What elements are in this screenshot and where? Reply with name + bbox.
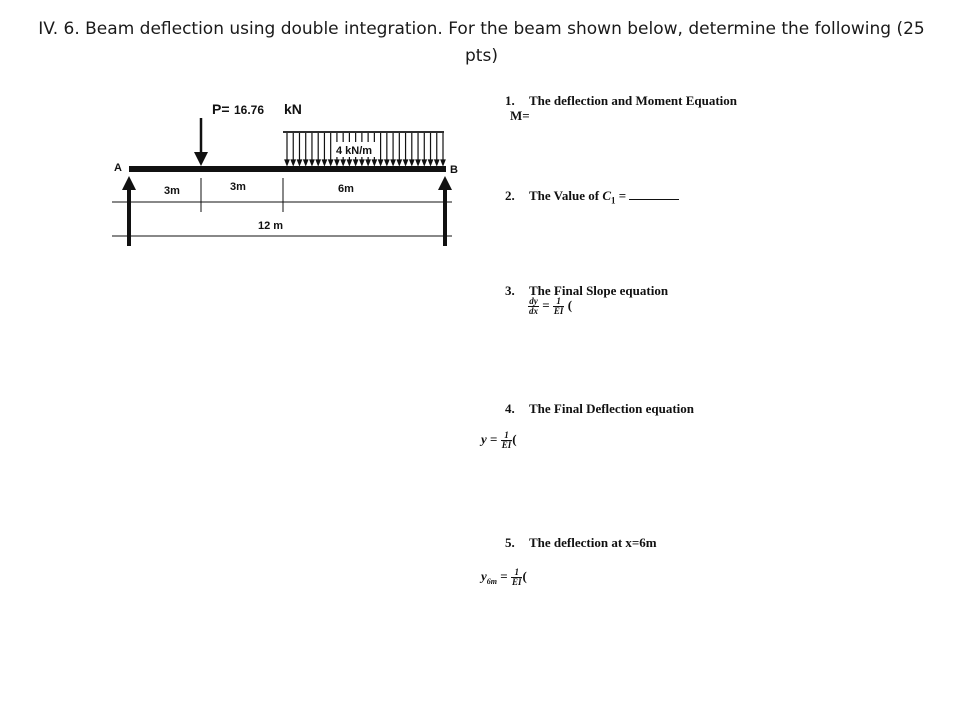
dy-numerator: dy <box>529 296 538 306</box>
dimension-label-2: 3m <box>230 181 246 193</box>
slope-one-over-ei <box>553 297 565 316</box>
y6m-subscript: 6m <box>486 577 498 587</box>
question-2-number: 2. <box>505 188 515 203</box>
question-2-equals: = <box>618 188 627 203</box>
distributed-load-arrowhead <box>285 160 289 165</box>
question-3-number: 3. <box>505 283 515 298</box>
question-1 <box>505 93 737 109</box>
distributed-load-arrowhead <box>310 160 314 165</box>
problem-title-line2: pts) <box>465 46 498 66</box>
point-load-value: 16.76 <box>234 103 265 117</box>
moment-equation-prefix: M= <box>510 108 530 123</box>
problem-title-line1: IV. 6. Beam deflection using double integration. For the beam shown below, determine the following (25 <box>38 19 925 39</box>
y6m-one-over-ei <box>511 568 523 587</box>
y6m-one: 1 <box>511 568 523 578</box>
deflection-equation <box>481 431 517 450</box>
question-4-text: The Final Deflection equation <box>529 401 695 416</box>
point-load-unit: kN <box>284 101 302 117</box>
y6m-symbol: y <box>481 568 487 584</box>
question-2 <box>505 188 679 206</box>
slope-one: 1 <box>553 297 565 307</box>
distributed-load-arrowhead <box>297 160 301 165</box>
y6m-equals: = <box>500 568 508 584</box>
slope-open-paren: ( <box>567 297 573 313</box>
distributed-load-arrowhead <box>341 160 345 165</box>
distributed-load-arrowhead <box>391 160 395 165</box>
distributed-load-arrowhead <box>335 160 339 165</box>
question-4-number: 4. <box>505 401 515 416</box>
distributed-load-arrowhead <box>372 160 376 165</box>
distributed-load-arrowhead <box>385 160 389 165</box>
y6m-ei: EI <box>511 577 522 587</box>
distributed-load-arrowhead <box>322 160 326 165</box>
distributed-load-arrowhead <box>360 160 364 165</box>
point-load-prefix: P= <box>212 101 230 117</box>
deflection-y: y <box>481 431 487 447</box>
question-5 <box>505 535 657 551</box>
c1-answer-blank[interactable] <box>629 199 679 200</box>
dimension-label-3: 6m <box>338 183 354 195</box>
dx-denominator: dx <box>529 306 538 316</box>
distributed-load-arrowhead <box>441 160 445 165</box>
deflection-ei: EI <box>501 440 512 450</box>
dimension-label-total: 12 m <box>258 220 284 232</box>
support-label-b: B <box>450 164 458 176</box>
question-5-number: 5. <box>505 535 515 550</box>
distributed-load-arrowhead <box>291 160 295 165</box>
dimension-label-1: 3m <box>164 185 180 197</box>
distributed-load-arrowhead <box>366 160 370 165</box>
question-2-variable: C <box>602 188 611 203</box>
point-load-arrow <box>194 118 208 166</box>
slope-equals: = <box>542 297 550 313</box>
distributed-load-arrowhead <box>404 160 408 165</box>
deflection-at-6m-equation <box>481 568 527 587</box>
distributed-load-arrowhead <box>397 160 401 165</box>
distributed-load-arrowhead <box>410 160 414 165</box>
distributed-load-arrowhead <box>316 160 320 165</box>
question-5-text: The deflection at x=6m <box>529 535 657 550</box>
distributed-load-arrowhead <box>304 160 308 165</box>
distributed-load-arrowhead <box>347 160 351 165</box>
question-2-subscript: 1 <box>611 195 616 206</box>
distributed-load-arrowhead <box>429 160 433 165</box>
slope-equation <box>528 297 572 316</box>
deflection-equals: = <box>490 431 498 447</box>
deflection-one-over-ei <box>501 431 513 450</box>
distributed-load-label: 4 kN/m <box>336 145 373 157</box>
distributed-load-arrowhead <box>354 160 358 165</box>
distributed-load-arrowhead <box>379 160 383 165</box>
slope-ei: EI <box>553 306 564 316</box>
beam-diagram <box>0 0 480 260</box>
distributed-load-arrowhead <box>422 160 426 165</box>
distributed-load-arrowhead <box>435 160 439 165</box>
distributed-load-arrowhead <box>329 160 333 165</box>
y6m-open-paren: ( <box>522 568 527 584</box>
dy-dx-fraction <box>528 297 539 316</box>
deflection-one: 1 <box>501 431 513 441</box>
deflection-open-paren: ( <box>512 431 517 447</box>
distributed-load-arrowhead <box>416 160 420 165</box>
support-label-a: A <box>114 162 122 174</box>
question-2-text: The Value of <box>529 188 600 203</box>
beam-body <box>129 166 446 172</box>
question-3-text: The Final Slope equation <box>529 283 669 298</box>
question-4 <box>505 401 694 417</box>
question-1-text: The deflection and Moment Equation <box>529 93 738 108</box>
question-1-number: 1. <box>505 93 515 108</box>
